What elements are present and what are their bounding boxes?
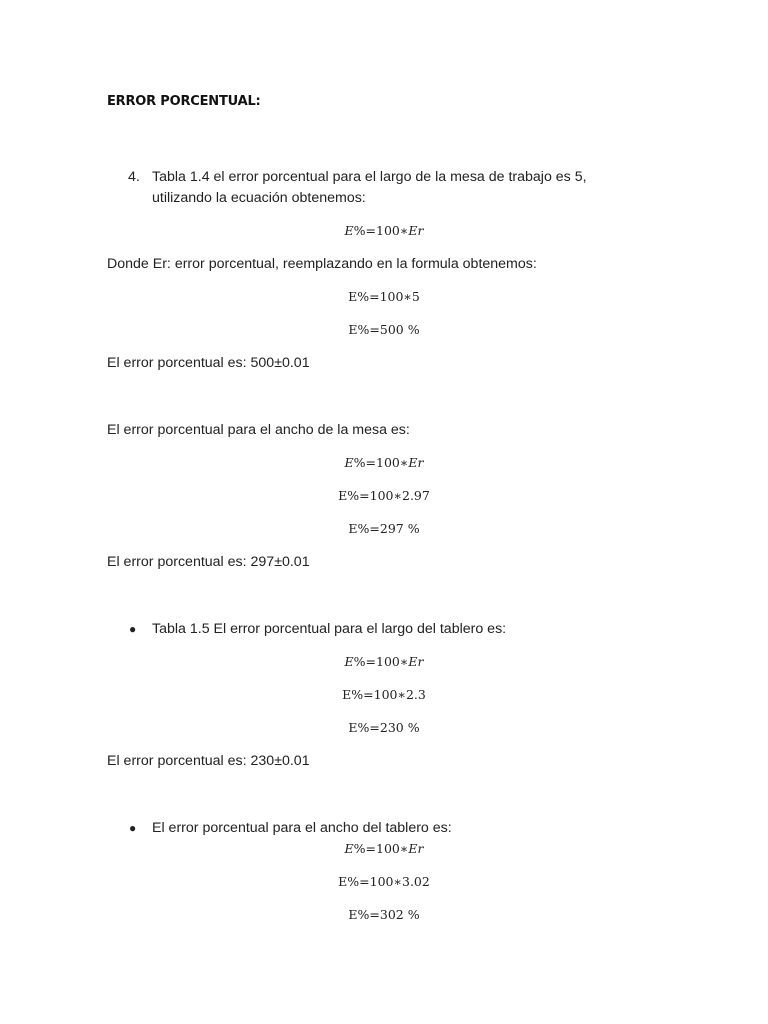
equation-result: E%=500 % xyxy=(348,322,420,337)
result-text: El error porcentual es: 297±0.01 xyxy=(107,554,310,570)
bullet-item-ancho-tablero xyxy=(128,818,648,839)
section-heading: ERROR PORCENTUAL: xyxy=(107,94,261,109)
bullet-icon: ● xyxy=(129,622,137,636)
list-item-text: El error porcentual para el ancho del tablero es: xyxy=(152,820,452,836)
list-item-text: Tabla 1.5 El error porcentual para el largo del tablero es: xyxy=(152,621,507,637)
equation-substitution: E%=100∗2.3 xyxy=(342,687,426,702)
list-item-text: Tabla 1.4 el error porcentual para el largo de la mesa de trabajo es 5, utilizando la ecuación obtenemos: xyxy=(152,169,587,206)
equation-result: E%=297 % xyxy=(348,521,420,536)
result-text: El error porcentual es: 500±0.01 xyxy=(107,355,310,371)
equation-formula: E%=100∗Er xyxy=(344,455,424,470)
list-number: 4. xyxy=(128,169,140,185)
bullet-item-tabla-1-5 xyxy=(128,619,648,640)
equation-result: E%=230 % xyxy=(348,720,420,735)
numbered-item-4 xyxy=(128,167,648,209)
equation-substitution: E%=100∗2.97 xyxy=(338,488,430,503)
paragraph-ancho-mesa: El error porcentual para el ancho de la mesa es: xyxy=(107,422,410,438)
equation-substitution: E%=100∗5 xyxy=(348,289,420,304)
equation-formula: E%=100∗Er xyxy=(344,654,424,669)
equation-formula: E%=100∗Er xyxy=(344,841,424,856)
paragraph-donde: Donde Er: error porcentual, reemplazando en la formula obtenemos: xyxy=(107,256,537,272)
equation-formula: E%=100∗Er xyxy=(344,223,424,238)
result-text: El error porcentual es: 230±0.01 xyxy=(107,753,310,769)
equation-substitution: E%=100∗3.02 xyxy=(338,874,430,889)
bullet-icon: ● xyxy=(129,821,137,835)
equation-result: E%=302 % xyxy=(348,907,420,922)
